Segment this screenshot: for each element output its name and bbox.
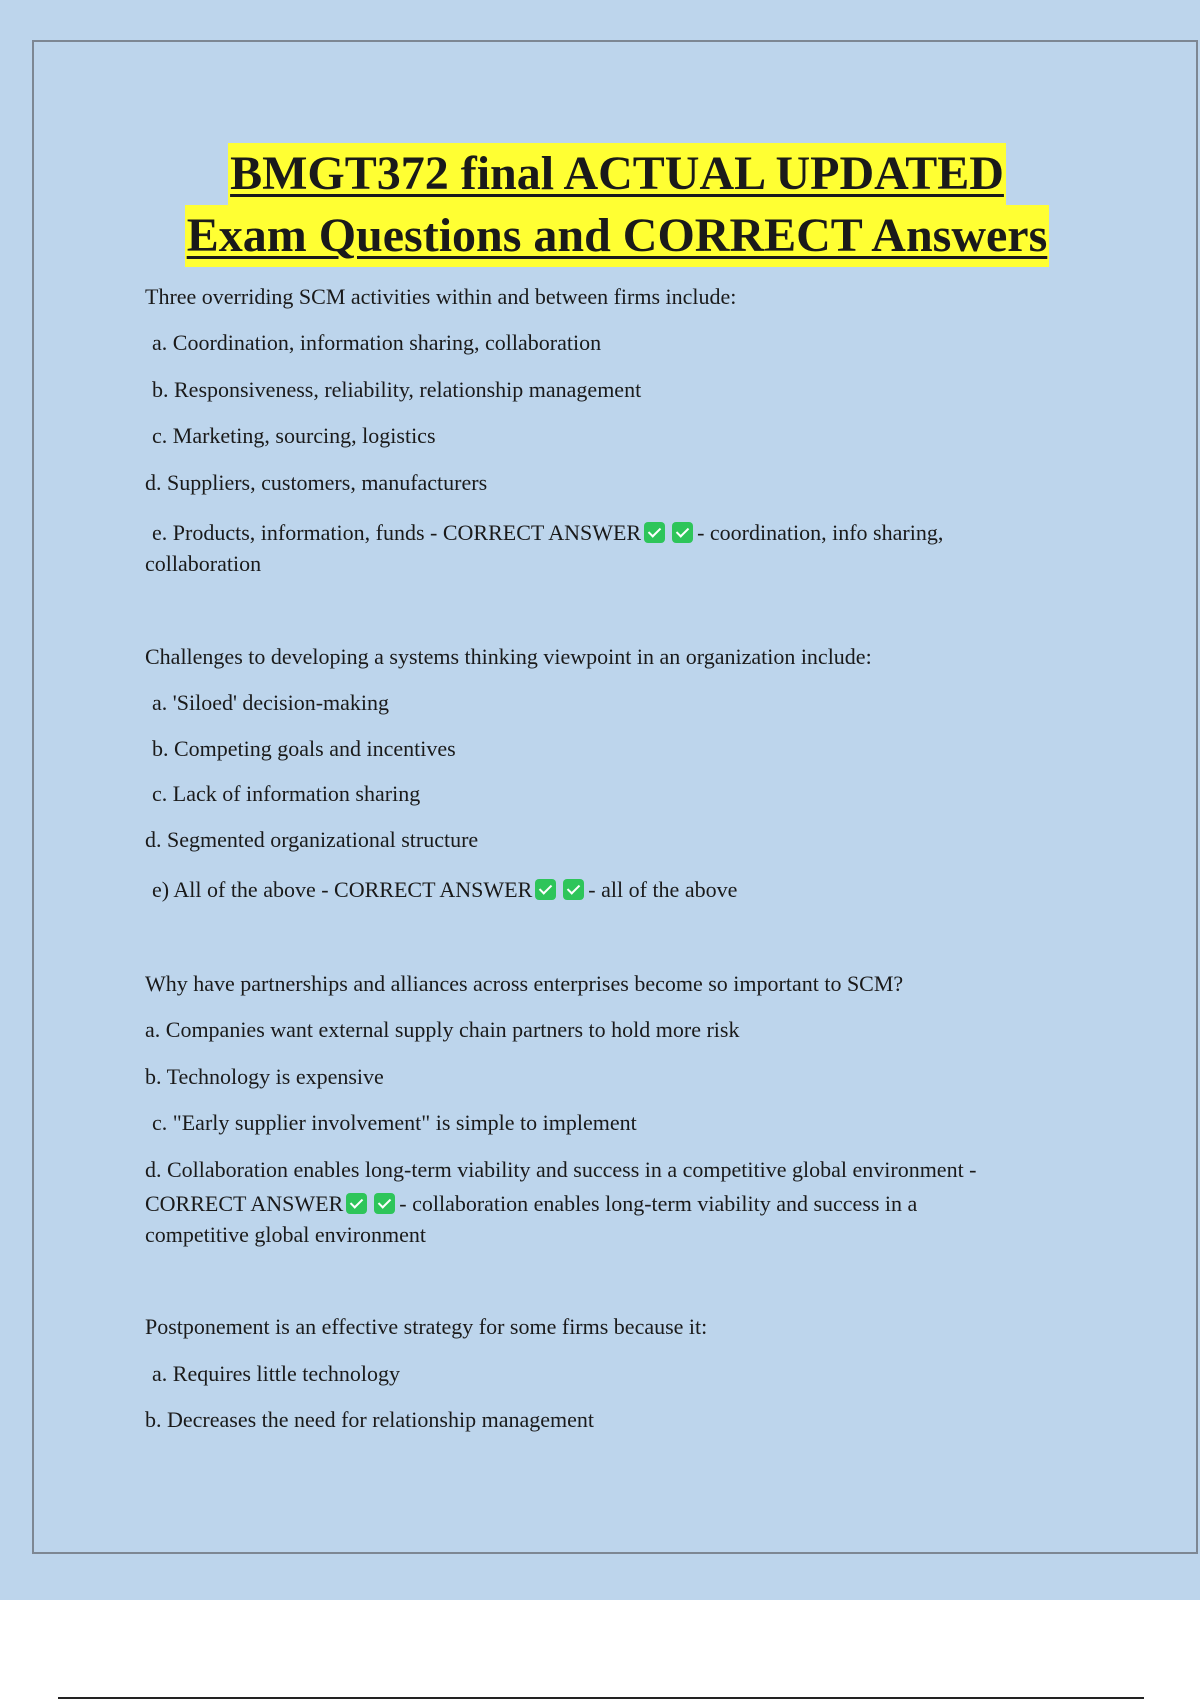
q4-option-b: b. Decreases the need for relationship management — [145, 1407, 594, 1432]
question-1-text: Three overriding SCM activities within and between firms include: — [145, 284, 737, 309]
q3-option-c: c. "Early supplier involvement" is simple to implement — [152, 1110, 637, 1135]
title-line-1: BMGT372 final ACTUAL UPDATED — [228, 143, 1006, 205]
q3-answer-prefix: CORRECT ANSWER — [145, 1191, 344, 1216]
q2-answer-suffix: - all of the above — [588, 877, 738, 902]
q2-option-b: b. Competing goals and incentives — [152, 736, 456, 761]
q2-answer-prefix: e) All of the above - CORRECT ANSWER — [152, 877, 533, 902]
q3-answer-continuation: competitive global environment — [145, 1222, 427, 1247]
q3-answer-suffix: - collaboration enables long-term viability and success in a — [399, 1191, 918, 1216]
q1-option-d: d. Suppliers, customers, manufacturers — [145, 470, 488, 495]
q1-option-a: a. Coordination, information sharing, collaboration — [152, 330, 602, 355]
q1-answer-prefix: e. Products, information, funds - CORRECT ANSWER — [152, 520, 642, 545]
q3-option-d: d. Collaboration enables long-term viability and success in a competitive global environment - — [145, 1157, 977, 1182]
page-bottom-rule — [58, 1697, 1144, 1699]
title-line-2: Exam Questions and CORRECT Answers — [185, 205, 1050, 267]
check-mark-icon — [563, 879, 584, 900]
q2-option-d: d. Segmented organizational structure — [145, 827, 479, 852]
document-title — [0, 143, 1200, 267]
check-mark-icon — [644, 522, 665, 543]
q3-option-a: a. Companies want external supply chain partners to hold more risk — [145, 1017, 740, 1042]
question-4-text: Postponement is an effective strategy for some firms because it: — [145, 1314, 708, 1339]
q3-option-b: b. Technology is expensive — [145, 1064, 384, 1089]
q4-option-a: a. Requires little technology — [152, 1361, 401, 1386]
q1-answer-continuation: collaboration — [145, 551, 262, 576]
question-3-text: Why have partnerships and alliances across enterprises become so important to SCM? — [145, 971, 904, 996]
check-mark-icon — [374, 1193, 395, 1214]
question-2-text: Challenges to developing a systems thinking viewpoint in an organization include: — [145, 644, 872, 669]
q2-option-c: c. Lack of information sharing — [152, 781, 421, 806]
check-mark-icon — [672, 522, 693, 543]
q1-option-b: b. Responsiveness, reliability, relationship management — [152, 377, 642, 402]
q2-option-e — [152, 875, 737, 905]
q1-answer-suffix: - coordination, info sharing, — [697, 520, 944, 545]
q1-option-e — [152, 518, 943, 548]
check-mark-icon — [346, 1193, 367, 1214]
check-mark-icon — [535, 879, 556, 900]
q1-option-c: c. Marketing, sourcing, logistics — [152, 423, 436, 448]
q2-option-a: a. 'Siloed' decision-making — [152, 690, 390, 715]
q3-answer-line — [145, 1189, 917, 1219]
